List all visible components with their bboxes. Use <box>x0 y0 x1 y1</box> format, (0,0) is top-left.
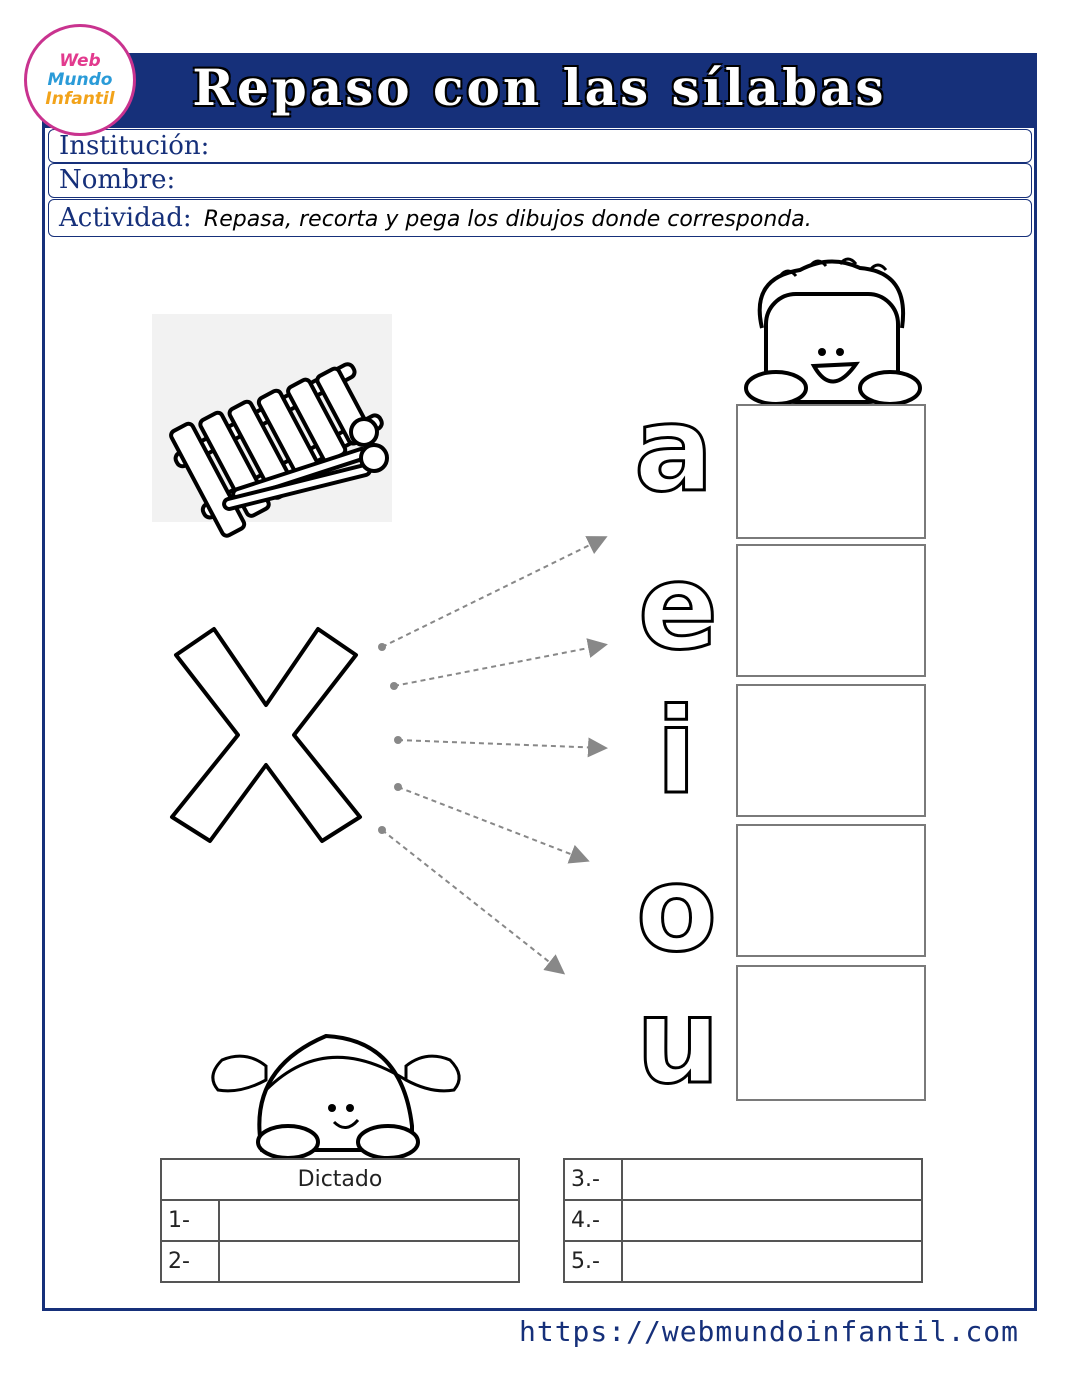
dictado-row-label: 3.- <box>564 1159 622 1200</box>
paste-box-i[interactable] <box>736 684 926 817</box>
page-title: Repaso con las sílabas <box>192 58 887 117</box>
actividad-instructions: Repasa, recorta y pega los dibujos donde corresponda. <box>203 207 812 232</box>
cartoon-mascot-pigtails <box>206 1030 466 1162</box>
dictado-answer-2[interactable] <box>219 1241 519 1282</box>
actividad-label: Actividad: <box>59 203 192 233</box>
nombre-label: Nombre: <box>59 165 176 195</box>
arrow-to-e <box>394 645 604 686</box>
paste-box-a[interactable] <box>736 404 926 539</box>
dictado-answer-3[interactable] <box>622 1159 922 1200</box>
footer-url[interactable]: https://webmundoinfantil.com <box>518 1315 1019 1348</box>
dictado-row-label: 4.- <box>564 1200 622 1241</box>
cartoon-mascot-curly-hair <box>740 258 920 408</box>
vowel-o: o <box>636 840 718 978</box>
vowel-i: i <box>656 682 697 820</box>
arrow-to-u <box>382 830 562 972</box>
dictado-table-right <box>563 1158 923 1283</box>
arrow-to-a <box>382 538 604 647</box>
dictado-row-label: 2- <box>161 1241 219 1282</box>
dictado-row-label: 5.- <box>564 1241 622 1282</box>
dictado-answer-5[interactable] <box>622 1241 922 1282</box>
dictado-answer-1[interactable] <box>219 1200 519 1241</box>
dictado-title: Dictado <box>161 1159 519 1200</box>
dictado-answer-4[interactable] <box>622 1200 922 1241</box>
vowel-a: a <box>634 380 714 518</box>
dictado-row-label: 1- <box>161 1200 219 1241</box>
web-mundo-infantil-logo: Web Mundo Infantil <box>24 24 136 136</box>
arrow-to-i <box>398 740 604 748</box>
arrow-to-o <box>398 787 586 860</box>
dictado-table-left <box>160 1158 520 1283</box>
vowel-u: u <box>636 972 721 1110</box>
institucion-label: Institución: <box>59 131 210 161</box>
paste-box-o[interactable] <box>736 824 926 957</box>
vowel-e: e <box>638 538 719 676</box>
paste-box-e[interactable] <box>736 544 926 677</box>
paste-box-u[interactable] <box>736 965 926 1101</box>
